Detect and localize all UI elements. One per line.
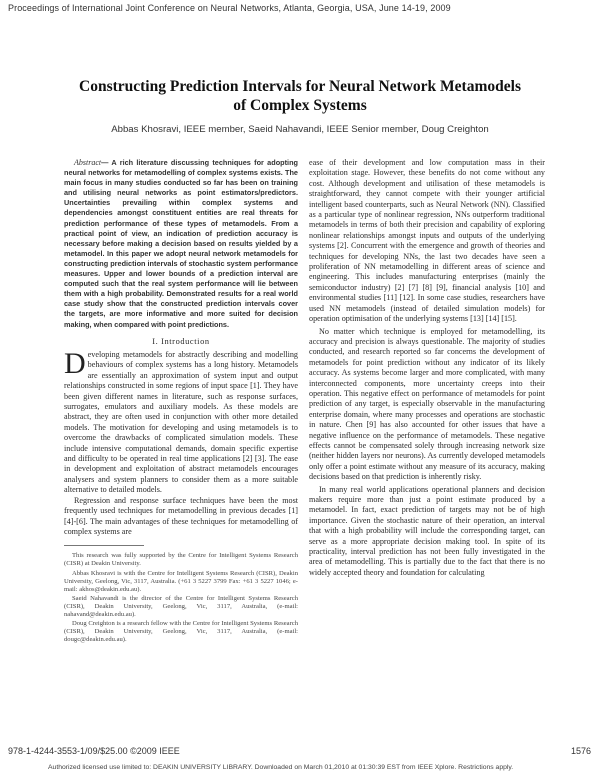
footnote-author-2: Saeid Nahavandi is the director of the Centre for Intelligent Systems Research (CISR), Deakin University, Geelong, Vic, 3117, Australia, (e-mail: nahavand@deakin.edu.au). (64, 594, 298, 618)
page-number: 1576 (571, 746, 592, 756)
footnote-rule (64, 545, 144, 546)
footnote-author-3: Doug Creighton is a research fellow with the Centre for Intelligent Systems Research (CISR), Deakin University, Geelong, Vic, 3117, Australia, (e-mail: dougc@deakin.edu.au). (64, 620, 298, 644)
footnote-funding: This research was fully supported by the Centre for Intelligent Systems Research (CISR) at Deakin University. (64, 552, 298, 568)
authorized-use-notice: Authorized licensed use limited to: DEAKIN UNIVERSITY LIBRARY. Downloaded on March 01,2010 at 01:30:39 EST from IEEE Xplore. Restrictions apply. (48, 764, 514, 771)
abstract-label: Abstract (74, 158, 102, 167)
left-column (64, 158, 298, 645)
right-paragraph-3: In many real world applications operational planners and decision makers require more than just a point estimate produced by a metamodel. In fact, exact prediction of targets may not be of high importance. Given the stochastic nature of their operation, an interval that with a high probability will include the corresponding target, can serve as a more appropriate decision making tool. In spite of its practicality, interval prediction has not been fully investigated in the area of metamodelling. This is partially due to the fact that there is no widely accepted theory and foundation for calculating (309, 484, 545, 577)
intro-paragraph-1-text: eveloping metamodels for abstractly describing and modelling behaviours of complex systems has a long history. Metamodels are essentially an approximation of system input and output relationships constructed in some regions of input space [1]. They have been given different names in literature, such as response surfaces, surrogates, emulators and auxiliary models. As these models are abstract, they are often used in conjunction with other more detailed models. The motivation for developing and using metamodels is to overcome the drawbacks of complicated simulation models. These include intensive computational demands, domain specific expertise and difficulty to be operated in real time applications [2] [3]. The ease in development and exploitation of abstract metamodels encourages analysers and system planners to consider them as a more suitable alternative to detailed models. (64, 350, 298, 495)
footnotes (64, 552, 298, 644)
right-paragraph-2: No matter which technique is employed for metamodelling, its accuracy and precision is always questionable. The majority of studies conducted, and research reported so far concerns the development of metamodels for point prediction without any indicator of its likely accuracy. As systems become larger and more complicated, with many interconnected components, more uncertainty creeps into their operation. This negative effect on performance of metamodels for point prediction of any target, is especially observable in the manufacturing enterprise domain, where many processes and operations are stochastic in nature. Chen [9] has also accounted for other issues that have a negative influence on the performance of metamodels. These negative effects cannot be compensated solely through increasing network size (neither hidden layers nor neurons). As currently developed metamodels only offer a point estimate without any measure of its accuracy, making decisions based on that prediction is inherently risky. (309, 326, 545, 482)
title-line-1: Constructing Prediction Intervals for Neural Network Metamodels (79, 78, 521, 95)
abstract-text: — A rich literature discussing techniques for adopting neural networks for metamodelling of complex systems exists. The main focus in many studies conducted so far has been on training and utilising neural networks as point estimators/predictors. Uncertainties prevailing within complex systems and dependencies amongst constituent entities are real threats for prediction performance of these types of metamodels. From a practical point of view, an indication of prediction accuracy is necessary before making a decision based on results yielded by a metamodel. In this paper we adopt neural network metamodels for constructing prediction intervals of stochastic system performance measures. Upper and lower bounds of a prediction interval are computed such that the real system performance will lie between them with a high probability. Demonstrated results for a real world case study show that the constructed prediction intervals cover the targets, are more informative and more suited for decision making, when compared with point predictions. (64, 158, 298, 329)
proceedings-header: Proceedings of International Joint Conference on Neural Networks, Atlanta, Georgia, USA, June 14-19, 2009 (8, 3, 451, 13)
right-paragraph-1: ease of their development and low computation mass in their exploitation stage. However, these benefits do not come without any cost. Although development and utilisation of these metamodels is straightforward, they cannot compete with their younger artificial intelligent based counterparts, such as Neural Network (NN). Classified as a particular type of nonlinear regression, NNs outperform traditional metamodels in terms of both their precision and capability of exploring nonlinear relationships amongst inputs and outputs of the underlying systems [2]. Concurrent with the emergence and growth of theories and techniques for developing NNs, the last two decades have seen a proliferation of NN metamodelling in different areas of science and engineering. This includes manufacturing enterprises (mainly the semiconductor industry) [2] [7] [8] [9], financial analysis [10] and environmental studies [11] [12]. In some case studies, researchers have used NN metamodels (instead of detailed simulation models) for operation optimisation of the underlying systems [13] [14] [15]. (309, 158, 545, 324)
abstract (64, 158, 298, 330)
section-heading-introduction: I. Introduction (152, 336, 210, 346)
author-list: Abbas Khosravi, IEEE member, Saeid Nahavandi, IEEE Senior member, Doug Creighton (111, 124, 489, 135)
paper-title (40, 77, 560, 115)
footnote-author-1: Abbas Khosravi is with the Centre for Intelligent Systems Research (CISR), Deakin University, Geelong, Vic, 3117, Australia. (+61 3 5227 3799 Fax: +61 3 5227 1046; e-mail: akhos@deakin.edu.au). (64, 569, 298, 593)
title-line-2: of Complex Systems (233, 97, 367, 114)
right-column (309, 158, 545, 578)
isbn-footer: 978-1-4244-3553-1/09/$25.00 ©2009 IEEE (8, 746, 180, 756)
intro-paragraph-1 (64, 347, 298, 496)
drop-cap: D (64, 347, 86, 380)
intro-paragraph-2: Regression and response surface techniques have been the most frequently used techniques for metamodelling in previous decades [1] [4]-[6]. The main advantages of these techniques for metamodelling of complex systems are (64, 495, 298, 536)
